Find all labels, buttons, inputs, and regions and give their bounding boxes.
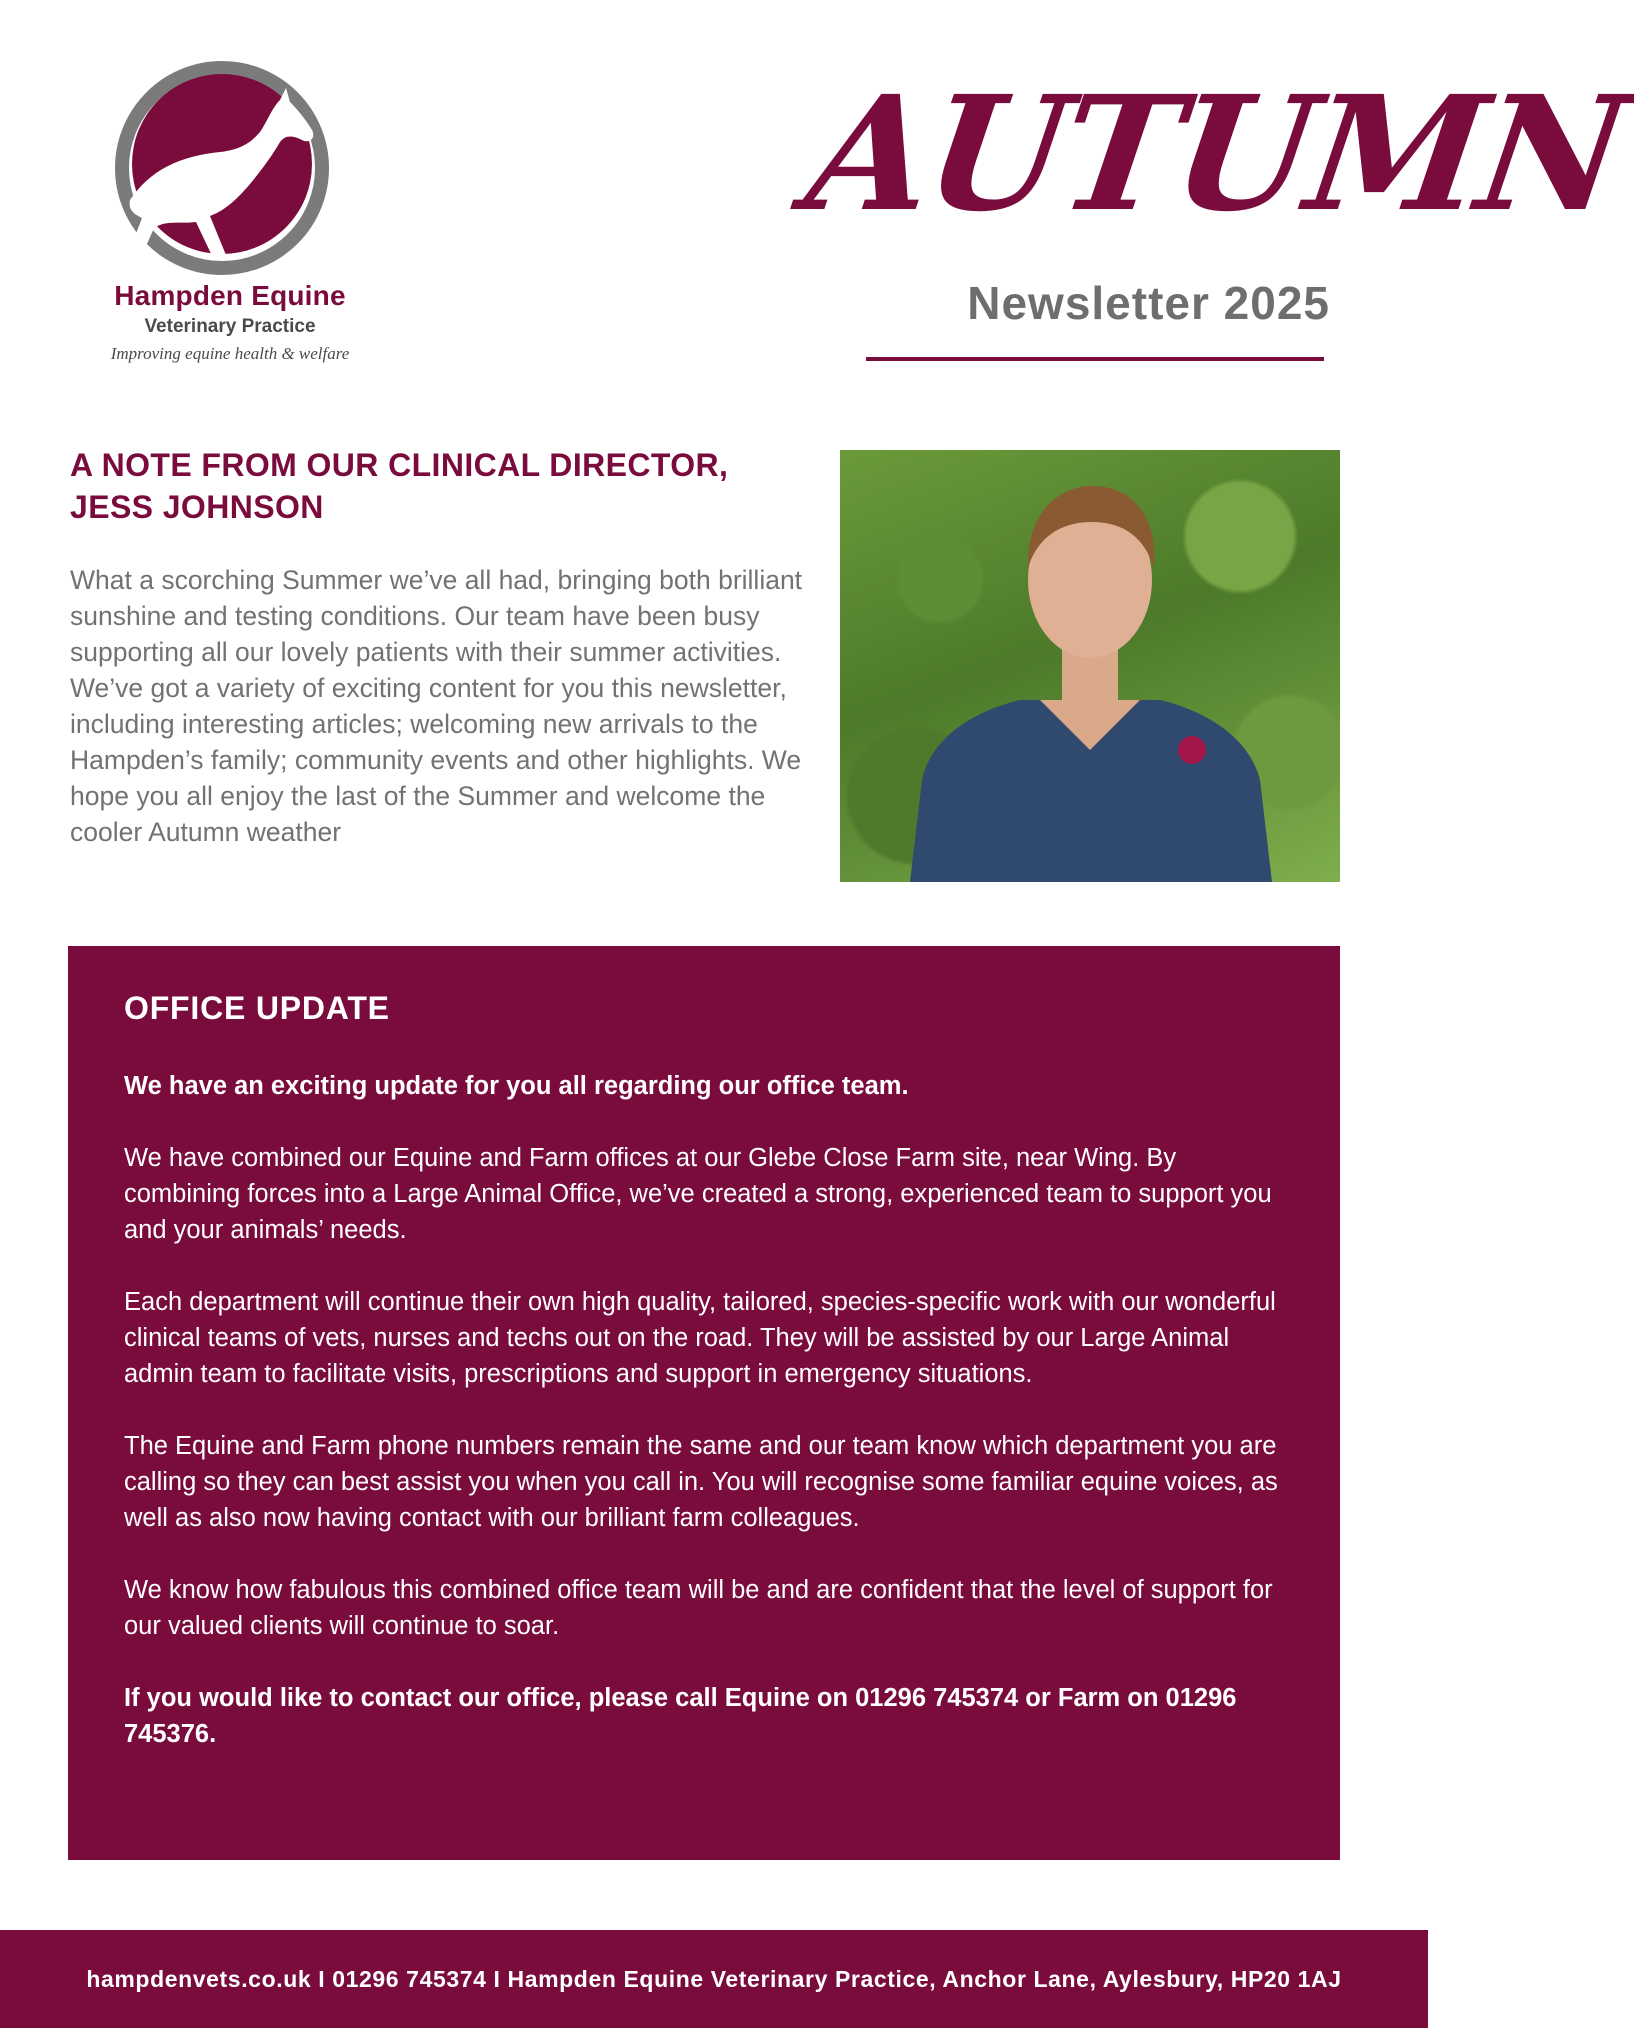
footer-contact-bar: hampdenvets.co.uk I 01296 745374 I Hampden Equine Veterinary Practice, Anchor Lane, Aylesbury, HP20 1AJ [0, 1930, 1428, 2028]
office-contact-paragraph: If you would like to contact our office, please call Equine on 01296 745374 or Farm on 01296 745376. [124, 1684, 1237, 1748]
office-paragraph: We know how fabulous this combined office team will be and are confident that the level of support for our valued clients will continue to soar. [124, 1576, 1273, 1640]
brand-tagline: Improving equine health & welfare [110, 344, 350, 363]
office-paragraph: We have combined our Equine and Farm offices at our Glebe Close Farm site, near Wing. By combining forces into a Large Animal Office, we’ve created a strong, experienced team to support you and your animals’ needs. [124, 1144, 1272, 1244]
header-divider [866, 357, 1324, 361]
office-update-body [124, 1068, 1284, 1788]
director-note-body: What a scorching Summer we’ve all had, bringing both brilliant sunshine and testing conditions. Our team have been busy supporting all our lovely patients with their summer activities. We’ve got a variety of exciting content for you this newsletter, including interesting articles; welcoming new arrivals to the Hampden’s family; community events and other highlights. We hope you all enjoy the last of the Summer and welcome the cooler Autumn weather [70, 565, 803, 847]
person-portrait-icon [840, 450, 1340, 882]
brand-name: Hampden Equine [114, 280, 346, 311]
season-title: AUTUMN [797, 62, 1634, 247]
director-photo [840, 450, 1340, 882]
issue-label: Newsletter 2025 [967, 277, 1330, 329]
office-paragraph: We have an exciting update for you all regarding our office team. [124, 1072, 909, 1100]
office-paragraph: The Equine and Farm phone numbers remain the same and our team know which department you are calling so they can best assist you when you call in. You will recognise some familiar equine voices, as well as also now having contact with our brilliant farm colleagues. [124, 1432, 1278, 1532]
horse-logo-icon [110, 60, 350, 270]
director-note-title: A NOTE FROM OUR CLINICAL DIRECTOR, JESS JOHNSON [70, 447, 729, 525]
office-update-panel [68, 946, 1340, 1860]
office-paragraph: Each department will continue their own high quality, tailored, species-specific work with our wonderful clinical teams of vets, nurses and techs out on the road. They will be assisted by our Large Animal admin team to facilitate visits, prescriptions and support in emergency situations. [124, 1288, 1276, 1388]
office-update-title: OFFICE UPDATE [124, 990, 390, 1026]
practice-logo [80, 60, 380, 380]
brand-subtitle: Veterinary Practice [144, 316, 316, 337]
